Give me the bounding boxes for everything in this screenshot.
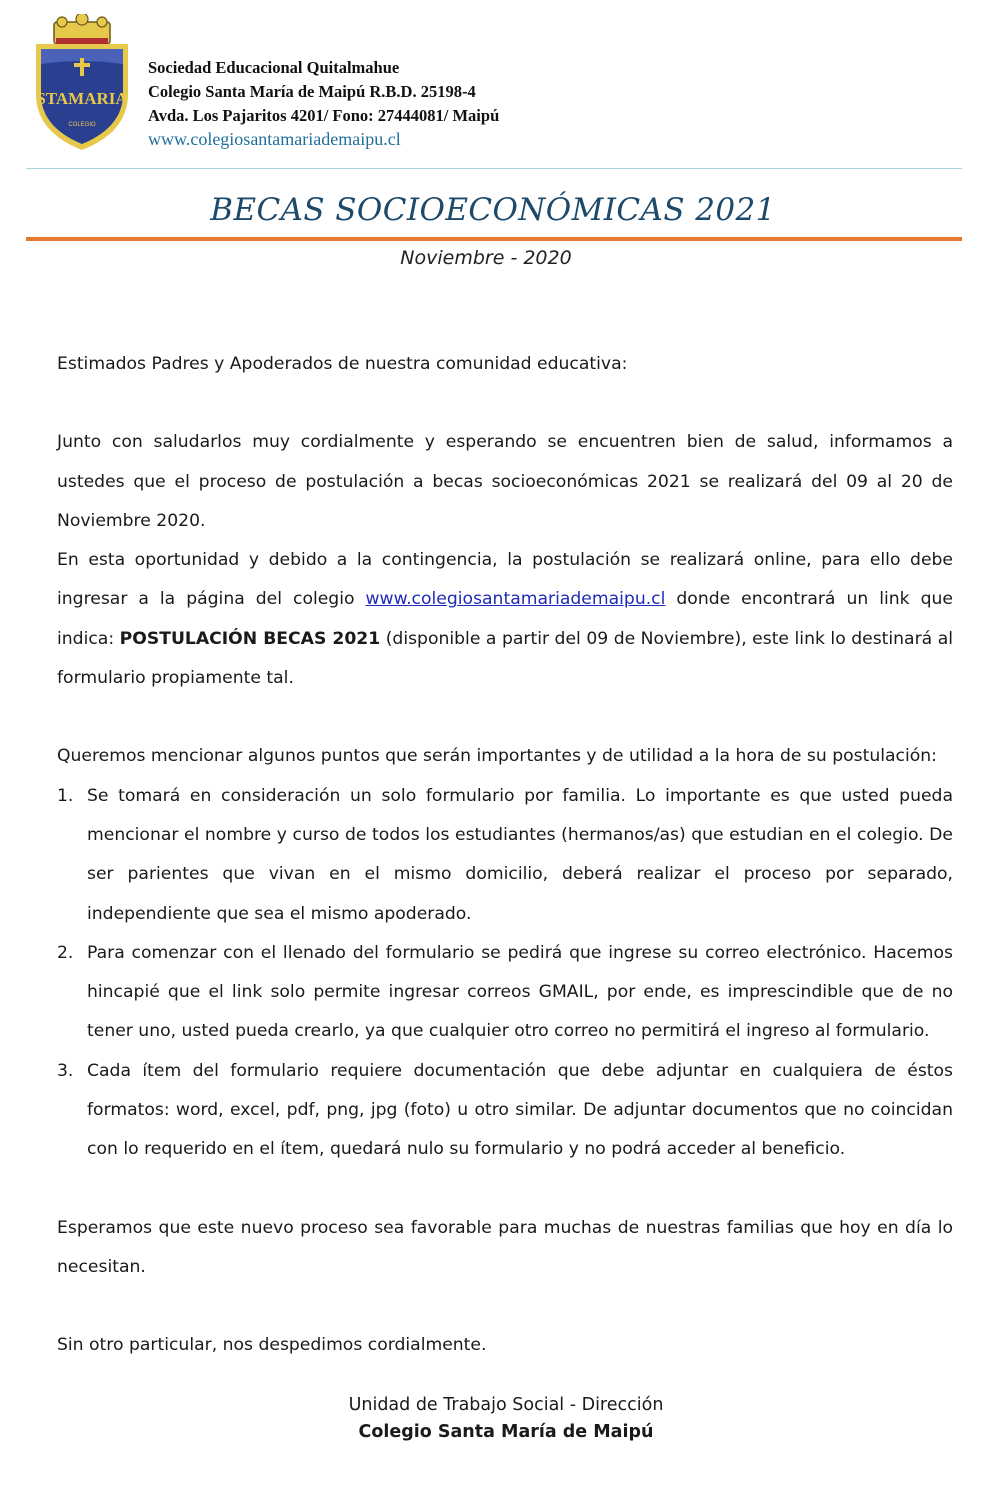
list-text: Cada ítem del formulario requiere documentación que debe adjuntar en cualquiera de éstos formatos: word, excel, pdf, png, jpg (foto) u otro similar. De adjuntar documentos que no coincidan con lo requerido en el ítem, quedará nulo su formulario y no podrá acceder al beneficio. bbox=[87, 1060, 953, 1160]
list-number: 1. bbox=[57, 785, 74, 806]
paragraph-intro: Junto con saludarlos muy cordialmente y esperando se encuentren bien de salud, informamos a ustedes que el proceso de postulación a becas socioeconómicas 2021 se realizará del 09 al 20 de Noviembre 2020. bbox=[57, 432, 953, 531]
organization-info bbox=[148, 56, 499, 150]
list-text: Para comenzar con el llenado del formulario se pedirá que ingrese su correo electrónico. Hacemos hincapié que el link solo permite ingresar correos GMAIL, por ende, es imprescindible que de no tener uno, usted pueda crearlo, ya que cualquier otro correo no permitirá el ingreso al formulario. bbox=[87, 942, 953, 1042]
title-underline bbox=[26, 237, 962, 241]
website-link[interactable]: www.colegiosantamariademaipu.cl bbox=[365, 589, 666, 610]
letter-body bbox=[57, 345, 953, 1366]
signature-unit: Unidad de Trabajo Social - Dirección bbox=[348, 1395, 664, 1415]
document-date: Noviembre - 2020 bbox=[400, 247, 572, 269]
list-text: Se tomará en consideración un solo formulario por familia. Lo importante es que usted pueda mencionar el nombre y curso de todos los estudiantes (hermanos/as) que estudian en el colegio. De ser parientes que vivan en el mismo domicilio, deberá realizar el proceso por separado, independiente que sea el mismo apoderado. bbox=[87, 785, 953, 924]
document-title: BECAS SOCIOECONÓMICAS 2021 bbox=[210, 192, 776, 228]
points-list bbox=[57, 777, 953, 1170]
text: donde encontrará un link que indica: bbox=[57, 589, 953, 649]
text: En esta oportunidad y debido a la contingencia, la postulación se realizará online, para ello debe ingresar a la página del colegio bbox=[57, 550, 953, 610]
farewell: Sin otro particular, nos despedimos cordialmente. bbox=[57, 1335, 487, 1356]
paragraph-instructions bbox=[57, 541, 953, 698]
school-website[interactable]: www.colegiosantamariademaipu.cl bbox=[148, 129, 401, 149]
school-address: Avda. Los Pajaritos 4201/ Fono: 27444081/ Maipú bbox=[148, 106, 500, 125]
signature-block bbox=[0, 1392, 1000, 1446]
list-item bbox=[57, 777, 953, 934]
list-number: 2. bbox=[57, 942, 74, 963]
school-rbd: Colegio Santa María de Maipú R.B.D. 25198-4 bbox=[148, 82, 476, 101]
list-item bbox=[57, 934, 953, 1052]
text: (disponible a partir del 09 de Noviembre), este link lo destinará al formulario propiamente tal. bbox=[57, 628, 954, 689]
header-divider bbox=[26, 168, 962, 169]
link-name: POSTULACIÓN BECAS 2021 bbox=[119, 628, 381, 649]
logo-subtext: COLEGIO bbox=[68, 122, 96, 128]
greeting: Estimados Padres y Apoderados de nuestra comunidad educativa: bbox=[57, 354, 628, 374]
org-name: Sociedad Educacional Quitalmahue bbox=[148, 58, 400, 77]
logo-text: STAMARIA bbox=[36, 89, 128, 108]
list-item bbox=[57, 1052, 953, 1170]
school-crest-logo bbox=[32, 14, 132, 154]
signature-school: Colegio Santa María de Maipú bbox=[358, 1422, 654, 1442]
list-number: 3. bbox=[57, 1060, 74, 1081]
list-intro: Queremos mencionar algunos puntos que serán importantes y de utilidad a la hora de su postulación: bbox=[57, 746, 937, 767]
closing-paragraph: Esperamos que este nuevo proceso sea favorable para muchas de nuestras familias que hoy en día lo necesitan. bbox=[57, 1217, 953, 1277]
